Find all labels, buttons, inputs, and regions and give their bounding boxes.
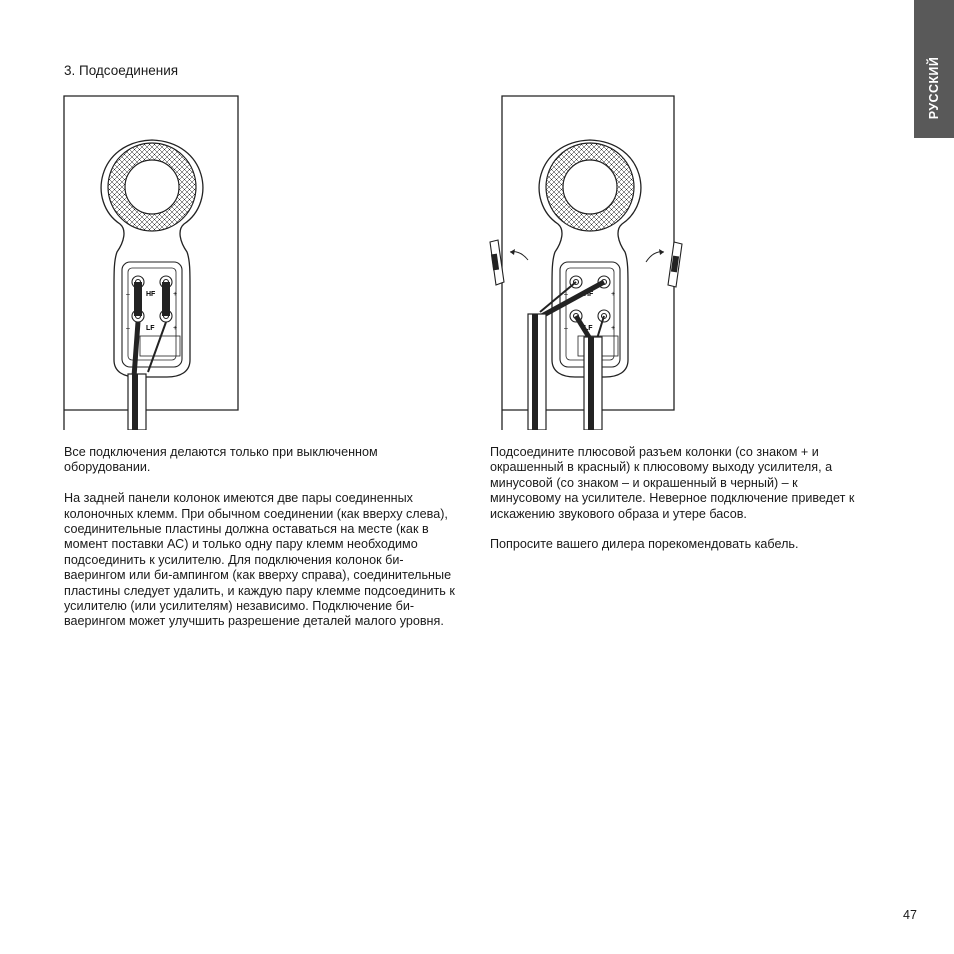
diagram-single-wiring-art [62, 92, 244, 430]
page-number: 47 [903, 908, 917, 922]
language-tab-label: РУССКИЙ [927, 56, 941, 120]
right-text-column [490, 445, 870, 568]
terminal-label-minus-hf: – [126, 291, 130, 298]
diagram-single-wiring [62, 92, 244, 430]
language-tab [914, 0, 954, 138]
terminal-label-plus-lf: + [611, 325, 616, 332]
terminal-label-plus-lf: + [173, 325, 178, 332]
terminal-label-minus-lf: – [564, 325, 568, 332]
terminal-label-plus-hf: + [611, 291, 616, 298]
paragraph: Подсоедините плюсовой разъем колонки (со знаком + и окрашенный в красный) к плюсовому выходу усилителя, а минусовой (со знаком – и окрашенный в черный) – к минусовому на усилителе. Неверное подключение приведет к искажению звукового образа и утере басов. [490, 445, 855, 521]
left-text-column [64, 445, 464, 645]
removed-link-plate-left [490, 240, 528, 285]
terminal-label-plus-hf: + [173, 291, 178, 298]
terminal-label-minus-hf: – [564, 291, 568, 298]
paragraph: Попросите вашего дилера порекомендовать кабель. [490, 537, 799, 552]
diagram-bi-wiring [484, 92, 698, 430]
paragraph: Все подключения делаются только при выключенном оборудовании. [64, 445, 378, 475]
terminal-label-hf: HF [146, 291, 156, 298]
terminal-label-minus-lf: – [126, 325, 130, 332]
paragraph: На задней панели колонок имеются две пары соединенных колоночных клемм. При обычном соединении (как вверху слева), соединительные пластины должна оставаться на месте (как в момент поставки АС) и только одну пару клемм необходимо подсоединить к усилителю. Для подключения колонок би-ваерингом или би-ампингом (как вверху справа), соединительные пластины следует удалить, и каждую пару клемме подсоединить к усилителю (или усилителям) независимо. Подключение би-ваерингом может улучшить разрешение деталей малого уровня. [64, 491, 455, 629]
terminal-label-lf: LF [146, 325, 155, 332]
removed-link-plate-right [646, 242, 682, 287]
terminal-label-lf: LF [584, 325, 593, 332]
diagram-bi-wiring-art [484, 92, 698, 430]
section-heading: 3. Подсоединения [64, 63, 179, 78]
terminal-label-hf: HF [584, 291, 594, 298]
